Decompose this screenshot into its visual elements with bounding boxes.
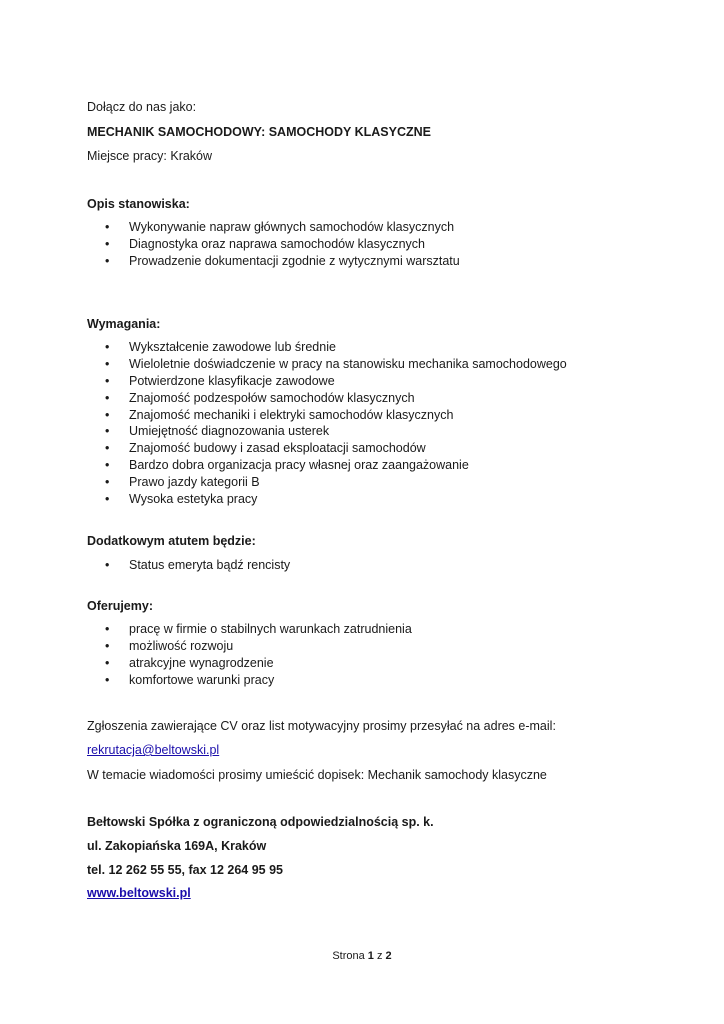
email-link[interactable]: rekrutacja@beltowski.pl	[87, 743, 220, 757]
list-item	[87, 339, 567, 356]
list-item	[87, 440, 567, 457]
bullet-marker: •	[105, 390, 110, 405]
bullet-marker: •	[105, 407, 110, 422]
list-item	[87, 236, 460, 253]
list-item-text: Diagnostyka oraz naprawa samochodów klasycznych	[129, 236, 425, 251]
list-item	[87, 638, 412, 655]
list-item	[87, 390, 567, 407]
list-item	[87, 373, 567, 390]
description-list	[87, 219, 460, 270]
bullet-marker: •	[105, 492, 110, 507]
bonus-list	[87, 557, 290, 574]
bonus-heading: Dodatkowym atutem będzie:	[87, 534, 256, 548]
bullet-marker: •	[105, 253, 110, 268]
subject-note: W temacie wiadomości prosimy umieścić dopisek: Mechanik samochody klasyczne	[87, 768, 547, 782]
offer-heading: Oferujemy:	[87, 599, 153, 613]
list-item-text: Bardzo dobra organizacja pracy własnej oraz zaangażowanie	[129, 458, 469, 473]
email-line	[87, 742, 219, 758]
list-item-text: komfortowe warunki pracy	[129, 672, 275, 687]
work-location: Miejsce pracy: Kraków	[87, 149, 213, 163]
bullet-marker: •	[105, 458, 110, 473]
bullet-marker: •	[105, 373, 110, 388]
bullet-marker: •	[105, 655, 110, 670]
bullet-marker: •	[105, 638, 110, 653]
intro-text: Dołącz do nas jako:	[87, 100, 197, 114]
list-item-text: Znajomość mechaniki i elektryki samochodów klasycznych	[129, 407, 454, 422]
list-item-text: Wykształcenie zawodowe lub średnie	[129, 340, 336, 354]
website-line	[87, 885, 191, 901]
list-item-text: atrakcyjne wynagrodzenie	[129, 655, 274, 670]
list-item	[87, 672, 412, 689]
company-address: ul. Zakopiańska 169A, Kraków	[87, 839, 267, 853]
description-heading: Opis stanowiska:	[87, 197, 190, 211]
bullet-marker: •	[105, 220, 110, 234]
list-item-text: Status emeryta bądź rencisty	[129, 558, 291, 572]
bullet-marker: •	[105, 622, 110, 636]
list-item-text: Umiejętność diagnozowania usterek	[129, 424, 330, 439]
list-item	[87, 407, 567, 424]
list-item-text: Potwierdzone klasyfikacje zawodowe	[129, 373, 335, 388]
page-footer	[0, 949, 724, 963]
list-item-text: pracę w firmie o stabilnych warunkach zatrudnienia	[129, 622, 412, 636]
requirements-list	[87, 339, 567, 508]
list-item-text: Prowadzenie dokumentacji zgodnie z wytycznymi warsztatu	[129, 253, 460, 268]
list-item-text: Wieloletnie doświadczenie w pracy na stanowisku mechanika samochodowego	[129, 356, 567, 371]
list-item	[87, 356, 567, 373]
bullet-marker: •	[105, 558, 110, 572]
website-link[interactable]: www.beltowski.pl	[87, 886, 191, 900]
footer-separator: z	[376, 950, 383, 962]
list-item	[87, 253, 460, 270]
list-item	[87, 557, 290, 574]
list-item	[87, 423, 567, 440]
company-phone: tel. 12 262 55 55, fax 12 264 95 95	[87, 863, 283, 877]
application-text: Zgłoszenia zawierające CV oraz list motywacyjny prosimy przesyłać na adres e-mail:	[87, 719, 556, 733]
position-title: MECHANIK SAMOCHODOWY: SAMOCHODY KLASYCZNE	[87, 125, 431, 139]
footer-prefix: Strona	[332, 950, 365, 962]
bullet-marker: •	[105, 236, 110, 251]
bullet-marker: •	[105, 356, 110, 371]
list-item	[87, 457, 567, 474]
list-item	[87, 219, 460, 236]
offer-list	[87, 621, 412, 689]
list-item	[87, 491, 567, 508]
footer-total-pages: 2	[385, 950, 392, 962]
list-item-text: Wykonywanie napraw głównych samochodów klasycznych	[129, 220, 455, 234]
company-name: Bełtowski Spółka z ograniczoną odpowiedzialnością sp. k.	[87, 815, 434, 829]
list-item-text: Wysoka estetyka pracy	[129, 492, 258, 507]
bullet-marker: •	[105, 424, 110, 439]
list-item	[87, 474, 567, 491]
bullet-marker: •	[105, 340, 110, 354]
list-item-text: Prawo jazdy kategorii B	[129, 475, 260, 490]
list-item	[87, 621, 412, 638]
list-item	[87, 655, 412, 672]
bullet-marker: •	[105, 441, 110, 456]
list-item-text: możliwość rozwoju	[129, 638, 234, 653]
list-item-text: Znajomość budowy i zasad eksploatacji samochodów	[129, 441, 426, 456]
bullet-marker: •	[105, 475, 110, 490]
requirements-heading: Wymagania:	[87, 317, 161, 331]
footer-current-page: 1	[367, 950, 374, 962]
list-item-text: Znajomość podzespołów samochodów klasycznych	[129, 390, 415, 405]
bullet-marker: •	[105, 672, 110, 687]
